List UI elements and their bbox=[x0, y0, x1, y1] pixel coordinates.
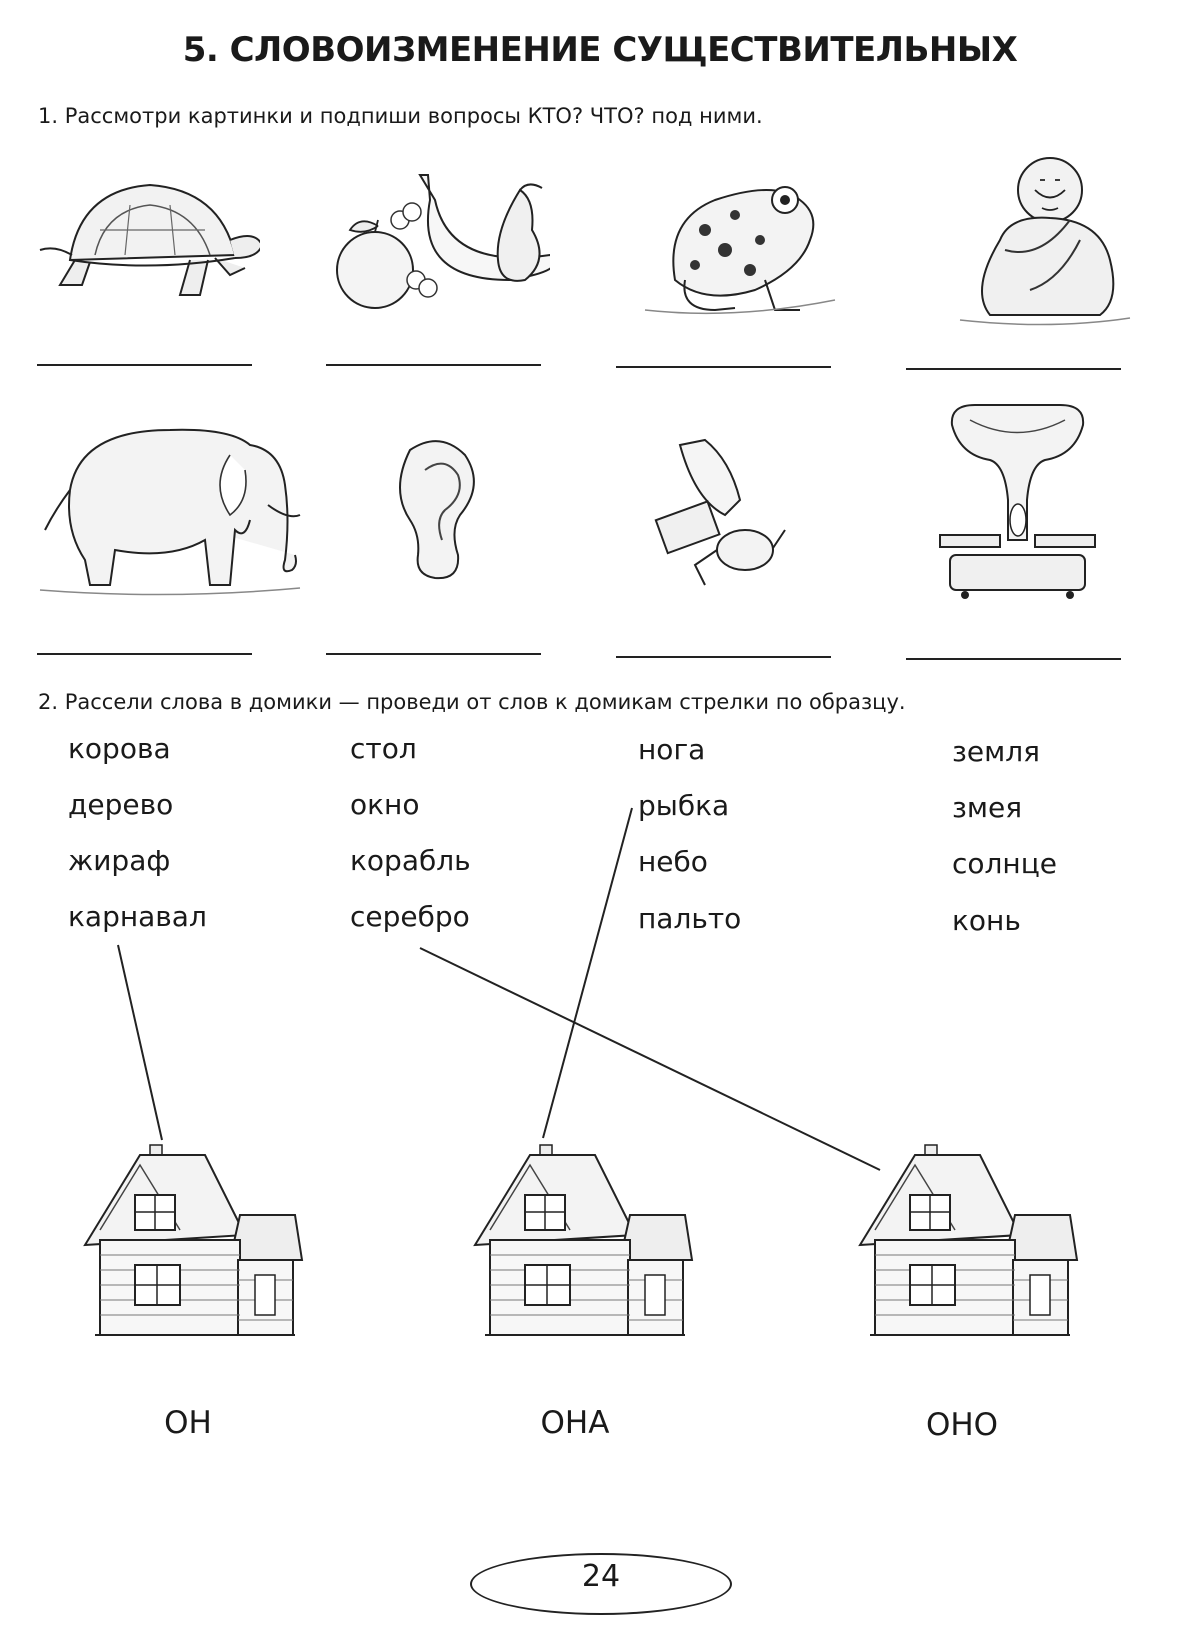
sample-arrow bbox=[420, 948, 880, 1170]
page-number: 24 bbox=[581, 1559, 621, 1594]
word[interactable]: солнце bbox=[952, 847, 1058, 880]
word[interactable]: конь bbox=[952, 904, 1021, 937]
word[interactable]: корабль bbox=[350, 844, 471, 877]
word[interactable]: змея bbox=[952, 791, 1023, 824]
word[interactable]: земля bbox=[952, 735, 1040, 768]
sample-arrow bbox=[118, 945, 162, 1140]
house-icon[interactable] bbox=[80, 1140, 305, 1345]
word[interactable]: нога bbox=[638, 733, 706, 766]
house-icon[interactable] bbox=[855, 1140, 1080, 1345]
house-icon[interactable] bbox=[470, 1140, 695, 1345]
word[interactable]: карнавал bbox=[68, 900, 207, 933]
task-1-instruction: 1. Рассмотри картинки и подпиши вопросы КТО? ЧТО? под ними. bbox=[38, 104, 763, 128]
word[interactable]: стол bbox=[350, 732, 417, 765]
page-title: 5. СЛОВОИЗМЕНЕНИЕ СУЩЕСТВИТЕЛЬНЫХ bbox=[182, 30, 1018, 70]
word[interactable]: дерево bbox=[68, 788, 174, 821]
word[interactable]: рыбка bbox=[638, 789, 730, 822]
house-label-ona: ОНА bbox=[540, 1405, 610, 1441]
word[interactable]: пальто bbox=[638, 902, 742, 935]
word[interactable]: серебро bbox=[350, 900, 470, 933]
sample-arrow bbox=[543, 808, 632, 1138]
house-label-on: ОН bbox=[164, 1405, 212, 1441]
house-label-ono: ОНО bbox=[925, 1407, 999, 1443]
word[interactable]: окно bbox=[350, 788, 420, 821]
word[interactable]: небо bbox=[638, 845, 708, 878]
word[interactable]: жираф bbox=[68, 844, 171, 877]
task-2-instruction: 2. Рассели слова в домики — проведи от слов к домикам стрелки по образцу. bbox=[38, 690, 906, 714]
word[interactable]: корова bbox=[68, 732, 171, 765]
